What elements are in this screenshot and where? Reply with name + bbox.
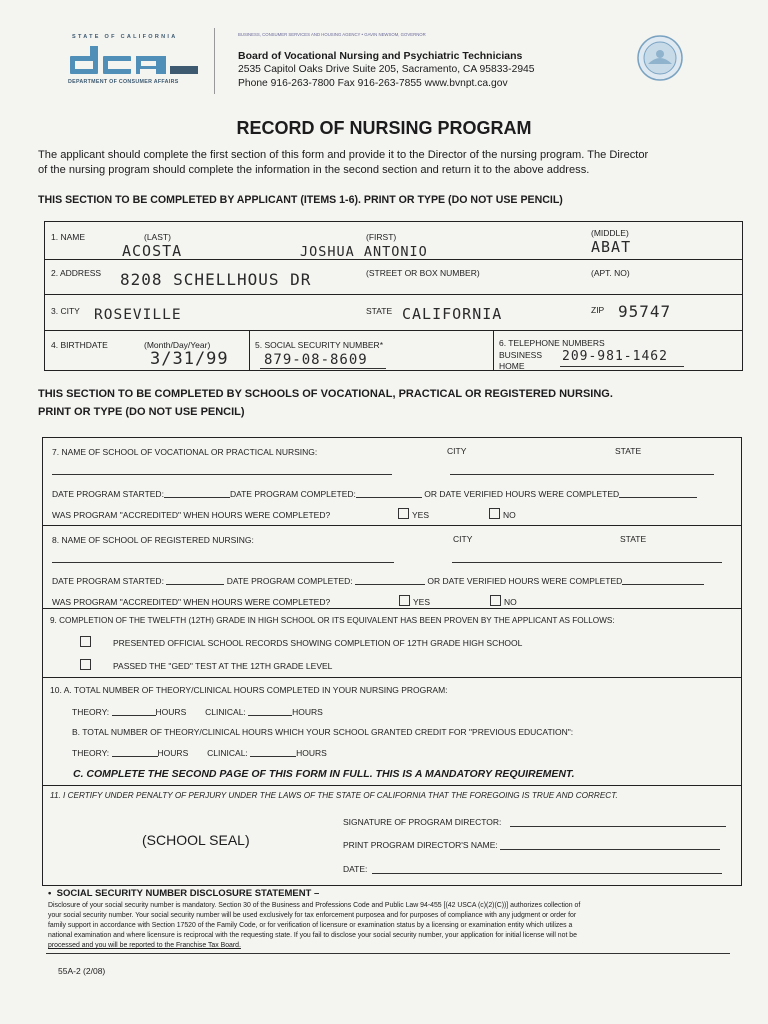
item8-label: 8. NAME OF SCHOOL OF REGISTERED NURSING: bbox=[52, 535, 254, 545]
city-label: 3. CITY bbox=[51, 306, 80, 316]
item10b-label: B. TOTAL NUMBER OF THEORY/CLINICAL HOURS WHICH YOUR SCHOOL GRANTED CREDIT FOR "PREVIOUS EDUCATION": bbox=[72, 727, 574, 737]
disclosure-line-2: your social security number. Your social security number will be used exclusively for tax enforcement purposea and for purposes of compliance with any judgment or order for bbox=[48, 912, 577, 919]
item10a-clinical-input[interactable] bbox=[248, 706, 292, 716]
zip-label: ZIP bbox=[591, 305, 605, 315]
item11-label: 11. I CERTIFY UNDER PENALTY OF PERJURY UNDER THE LAWS OF THE STATE OF CALIFORNIA THAT THE FOREGOING IS TRUE AND CORRECT. bbox=[50, 791, 618, 800]
logo-department-text: DEPARTMENT OF CONSUMER AFFAIRS bbox=[68, 79, 179, 85]
item9-option-ged[interactable]: PASSED THE "GED" TEST AT THE 12TH GRADE LEVEL bbox=[80, 659, 332, 671]
apt-label: (APT. NO) bbox=[591, 268, 630, 278]
intro-line-2: of the nursing program should complete the information in the second section and return it to the above address. bbox=[38, 164, 590, 176]
last-label: (LAST) bbox=[144, 232, 171, 242]
item10c-label: C. COMPLETE THE SECOND PAGE OF THIS FORM IN FULL. THIS IS A MANDATORY REQUIREMENT. bbox=[73, 768, 575, 780]
first-name-field[interactable]: JOSHUA ANTONIO bbox=[300, 244, 428, 260]
ssn-field[interactable]: 879-08-8609 bbox=[264, 352, 368, 368]
middle-name-field[interactable]: ABAT bbox=[591, 238, 632, 256]
item8-date-started-input[interactable] bbox=[166, 575, 224, 585]
school-seal-label: (SCHOOL SEAL) bbox=[142, 832, 250, 848]
school-section-heading-1: THIS SECTION TO BE COMPLETED BY SCHOOLS OF VOCATIONAL, PRACTICAL OR REGISTERED NURSING. bbox=[38, 388, 613, 400]
address-field[interactable]: 8208 SCHELLHOUS DR bbox=[120, 270, 312, 289]
item9-label: 9. COMPLETION OF THE TWELFTH (12TH) GRADE IN HIGH SCHOOL OR ITS EQUIVALENT HAS BEEN PROVEN BY THE APPLICANT AS FOLLOWS: bbox=[50, 616, 615, 625]
street-label: (STREET OR BOX NUMBER) bbox=[366, 268, 480, 278]
item8-date-verified-input[interactable] bbox=[622, 575, 704, 585]
business-label: BUSINESS bbox=[499, 350, 542, 360]
signature-input[interactable] bbox=[510, 826, 726, 827]
item7-yes-checkbox[interactable]: YES bbox=[398, 508, 429, 520]
intro-line-1: The applicant should complete the first section of this form and provide it to the Director of the nursing program. The Director bbox=[38, 149, 649, 161]
item8-yes-checkbox[interactable]: YES bbox=[399, 595, 430, 607]
item7-accredited-label: WAS PROGRAM "ACCREDITED" WHEN HOURS WERE COMPLETED? bbox=[52, 510, 331, 520]
birthdate-format-label: (Month/Day/Year) bbox=[144, 340, 211, 350]
state-label: STATE bbox=[366, 306, 393, 316]
address-label: 2. ADDRESS bbox=[51, 268, 102, 278]
item10a-theory-input[interactable] bbox=[112, 706, 156, 716]
checkbox-icon bbox=[490, 595, 501, 606]
item8-accredited-label: WAS PROGRAM "ACCREDITED" WHEN HOURS WERE COMPLETED? bbox=[52, 597, 331, 607]
checkbox-icon bbox=[398, 508, 409, 519]
dca-wordmark-icon bbox=[70, 44, 198, 76]
form-title: RECORD OF NURSING PROGRAM bbox=[236, 118, 532, 138]
form-number: 55A-2 (2/08) bbox=[58, 966, 106, 976]
agency-text: BUSINESS, CONSUMER SERVICES AND HOUSING AGENCY • GAVIN NEWSOM, GOVERNOR bbox=[238, 32, 426, 37]
item7-label: 7. NAME OF SCHOOL OF VOCATIONAL OR PRACTICAL NURSING: bbox=[52, 447, 318, 457]
item10b-clinical-input[interactable] bbox=[250, 747, 296, 757]
item7-city-label: CITY bbox=[447, 446, 467, 456]
disclosure-line-1: Disclosure of your social security number is mandatory. Section 30 of the Business and Professions Code and Public Law 94-455 [(42 USCA (c)(2)(C))] authorizes collection of bbox=[48, 902, 581, 909]
print-name-input[interactable] bbox=[500, 849, 720, 850]
state-field[interactable]: CALIFORNIA bbox=[402, 305, 503, 323]
item8-city-label: CITY bbox=[453, 534, 473, 544]
item7-date-verified-input[interactable] bbox=[619, 488, 697, 498]
business-phone-field[interactable]: 209-981-1462 bbox=[562, 349, 668, 364]
date-label: DATE: bbox=[343, 864, 368, 874]
name-label: 1. NAME bbox=[51, 232, 86, 242]
item10a-label: 10. A. TOTAL NUMBER OF THEORY/CLINICAL HOURS COMPLETED IN YOUR NURSING PROGRAM: bbox=[50, 685, 448, 695]
item8-no-checkbox[interactable]: NO bbox=[490, 595, 517, 607]
item9-option-records[interactable]: PRESENTED OFFICIAL SCHOOL RECORDS SHOWING COMPLETION OF 12TH GRADE HIGH SCHOOL bbox=[80, 636, 522, 648]
checkbox-icon bbox=[80, 636, 91, 647]
item10b-hours-row: THEORY: HOURS CLINICAL: HOURS bbox=[72, 748, 327, 758]
disclosure-line-5: processed and you will be reported to the Franchise Tax Board. bbox=[48, 942, 241, 949]
item7-no-checkbox[interactable]: NO bbox=[489, 508, 516, 520]
phone-label: 6. TELEPHONE NUMBERS bbox=[499, 338, 605, 348]
item8-dates-row: DATE PROGRAM STARTED: DATE PROGRAM COMPLETED: OR DATE VERIFIED HOURS WERE COMPLETED bbox=[52, 575, 704, 586]
item7-city-input[interactable] bbox=[450, 474, 714, 475]
header-divider bbox=[214, 28, 215, 94]
item8-city-input[interactable] bbox=[452, 562, 722, 563]
board-phone: Phone 916-263-7800 Fax 916-263-7855 www.bvnpt.ca.gov bbox=[238, 78, 508, 89]
last-name-field[interactable]: ACOSTA bbox=[122, 242, 183, 260]
item7-date-started-input[interactable] bbox=[164, 488, 230, 498]
item8-date-completed-input[interactable] bbox=[355, 575, 425, 585]
state-seal-icon bbox=[636, 34, 684, 82]
first-label: (FIRST) bbox=[366, 232, 397, 242]
dca-logo bbox=[68, 34, 200, 88]
birthdate-field[interactable]: 3/31/99 bbox=[150, 349, 229, 369]
item7-school-name-input[interactable] bbox=[52, 474, 392, 475]
home-label: HOME bbox=[499, 361, 525, 371]
disclosure-line-4: national examination and where licensure is reciprocal with the requesting state. If you fail to disclose your social security number, your application for initial license will not be bbox=[48, 932, 577, 939]
item7-dates-row: DATE PROGRAM STARTED: DATE PROGRAM COMPLETED: OR DATE VERIFIED HOURS WERE COMPLETED bbox=[52, 488, 697, 499]
board-name: Board of Vocational Nursing and Psychiatric Technicians bbox=[238, 50, 523, 62]
checkbox-icon bbox=[399, 595, 410, 606]
board-address: 2535 Capitol Oaks Drive Suite 205, Sacramento, CA 95833-2945 bbox=[238, 64, 535, 75]
item8-school-name-input[interactable] bbox=[52, 562, 394, 563]
disclosure-heading: • SOCIAL SECURITY NUMBER DISCLOSURE STATEMENT – bbox=[48, 888, 320, 899]
item8-state-label: STATE bbox=[620, 534, 647, 544]
disclosure-line-3: family support in accordance with Section 17520 of the Family Code, or for verification of licensure or examination status by a licensing or examination entity which utilizes a bbox=[48, 922, 573, 929]
checkbox-icon bbox=[489, 508, 500, 519]
print-name-label: PRINT PROGRAM DIRECTOR'S NAME: bbox=[343, 840, 498, 850]
checkbox-icon bbox=[80, 659, 91, 670]
item10a-hours-row: THEORY: HOURS CLINICAL: HOURS bbox=[72, 707, 323, 717]
logo-state-text: STATE OF CALIFORNIA bbox=[72, 34, 178, 40]
zip-field[interactable]: 95747 bbox=[618, 302, 672, 321]
signature-label: SIGNATURE OF PROGRAM DIRECTOR: bbox=[343, 817, 502, 827]
birthdate-label: 4. BIRTHDATE bbox=[51, 340, 108, 350]
item10b-theory-input[interactable] bbox=[112, 747, 158, 757]
date-input[interactable] bbox=[372, 873, 722, 874]
school-section-heading-2: PRINT OR TYPE (DO NOT USE PENCIL) bbox=[38, 406, 245, 418]
middle-label: (MIDDLE) bbox=[591, 228, 629, 238]
applicant-section-heading: THIS SECTION TO BE COMPLETED BY APPLICANT (ITEMS 1-6). PRINT OR TYPE (DO NOT USE PENCIL) bbox=[38, 194, 563, 206]
ssn-label: 5. SOCIAL SECURITY NUMBER* bbox=[255, 340, 384, 350]
item7-date-completed-input[interactable] bbox=[356, 488, 422, 498]
city-field[interactable]: ROSEVILLE bbox=[94, 307, 182, 323]
item7-state-label: STATE bbox=[615, 446, 642, 456]
